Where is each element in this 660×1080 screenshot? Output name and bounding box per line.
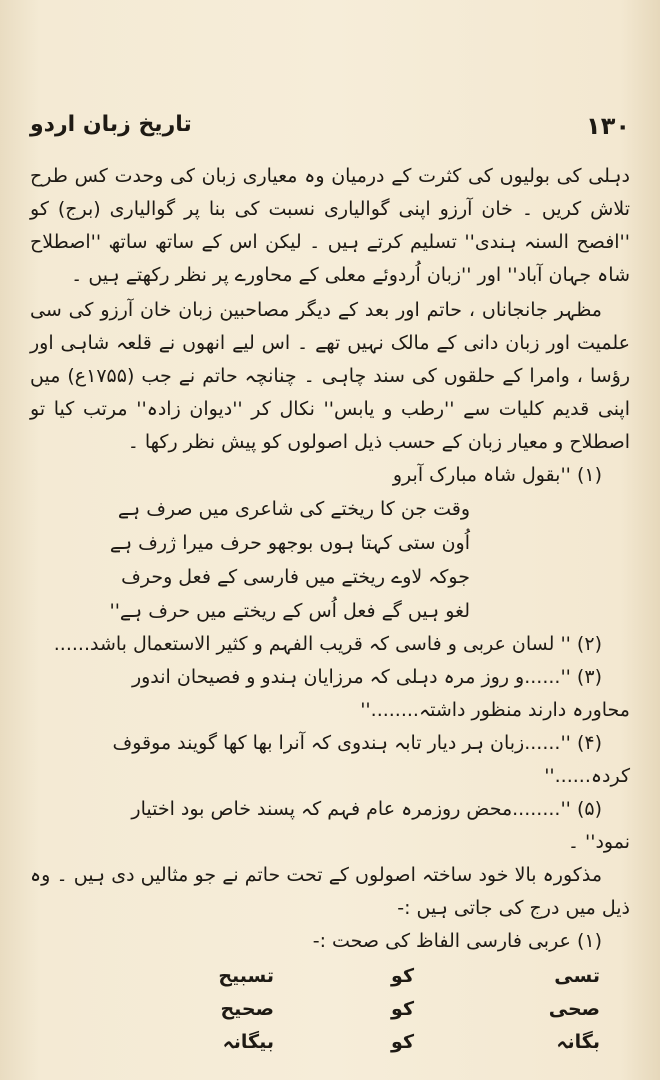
page-body xyxy=(30,160,630,1059)
word-from: صحی xyxy=(548,998,600,1020)
table-row xyxy=(114,993,630,1026)
table-row xyxy=(114,960,630,993)
word-ko: کو xyxy=(391,965,414,987)
verse-line: لغو ہیں گے فعل اُس کے ریختے میں حرف ہے'' xyxy=(109,600,470,622)
word-correct: صحیح xyxy=(220,998,274,1020)
list-item-3: (۳) ''......و روز مرہ دہلی کہ مرزایان ہندو و فصیحان اندور xyxy=(131,666,602,688)
list-item-3-continued: محاورہ دارند منظور داشتہ........'' xyxy=(360,699,630,721)
list-item-2: (۲) '' لسان عربی و فاسی کہ قریب الفہم و کثیر الاستعمال باشد...... xyxy=(53,633,602,655)
word-correct: تسبیح xyxy=(218,965,274,987)
page-header xyxy=(30,112,630,148)
subheading: (۱) عربی فارسی الفاظ کی صحت :- xyxy=(312,930,602,952)
paragraph-2: مظہر جانجاناں ، حاتم اور بعد کے دیگر مصاحبین زبان خان آرزو کی سی علمیت اور زبان دانی کے مالک نہیں تھے ۔ اس لیے انھوں نے قلعہ شاہی اور رؤسا ، وامرا کے حلقوں کی سند چاہی ۔ چنانچہ حاتم نے جب (۱۷۵۵ع) میں اپنی قدیم کلیات سے ''رطب و یابس'' نکال کر ''دیوان زادہ'' مرتب کیا تو اصطلاح و معیار زبان کے حسب ذیل اصولوں کو پیش نظر رکھا ۔ xyxy=(30,299,630,453)
word-correction-table xyxy=(114,960,630,1059)
running-title: تاریخ زبان اردو xyxy=(30,112,192,137)
verse-line: جوکہ لاوے ریختے میں فارسی کے فعل وحرف xyxy=(121,566,470,588)
verse-line: وقت جن کا ریختے کی شاعری میں صرف ہے xyxy=(117,498,470,520)
word-from: بگانہ xyxy=(556,1031,600,1053)
verse-line: اُون ستی کہتا ہوں بوجھو حرف میرا ژرف ہے xyxy=(109,532,470,554)
list-item-1: (۱) ''بقول شاہ مبارک آبرو xyxy=(392,464,602,486)
list-item-5-continued: نمود'' ۔ xyxy=(567,831,630,853)
list-item-5: (۵) ''........محض روزمرہ عام فہم کہ پسند خاص بود اختیار xyxy=(131,798,602,820)
word-ko: کو xyxy=(391,1031,414,1053)
list-item-4: (۴) ''......زبان ہر دیار تابہ ہندوی کہ آنرا بھا کھا گویند موقوف xyxy=(112,732,602,754)
word-correct: بیگانہ xyxy=(222,1031,274,1053)
word-from: تسی xyxy=(554,965,600,987)
table-row xyxy=(114,1026,630,1059)
page-number: ۱۳۰ xyxy=(586,112,630,140)
closing-paragraph: مذکورہ بالا خود ساختہ اصولوں کے تحت حاتم نے جو مثالیں دی ہیں ۔ وہ ذیل میں درج کی جاتی ہیں :- xyxy=(30,864,630,919)
list-item-4-continued: کردہ......'' xyxy=(544,765,630,787)
paragraph-1: دہلی کی بولیوں کی کثرت کے درمیان وہ معیاری زبان کی وحدت کس طرح تلاش کریں ۔ خان آرزو اپنی گوالیاری نسبت کی بنا پر گوالیاری (برج) کو ''افصح السنہ ہندی'' تسلیم کرتے ہیں ۔ لیکن اس کے ساتھ ساتھ ''اصطلاح شاہ جہان آباد'' اور ''زبان اُردوئے معلی کے محاورے پر نظر رکھتے ہیں ۔ xyxy=(30,165,630,286)
word-ko: کو xyxy=(391,998,414,1020)
